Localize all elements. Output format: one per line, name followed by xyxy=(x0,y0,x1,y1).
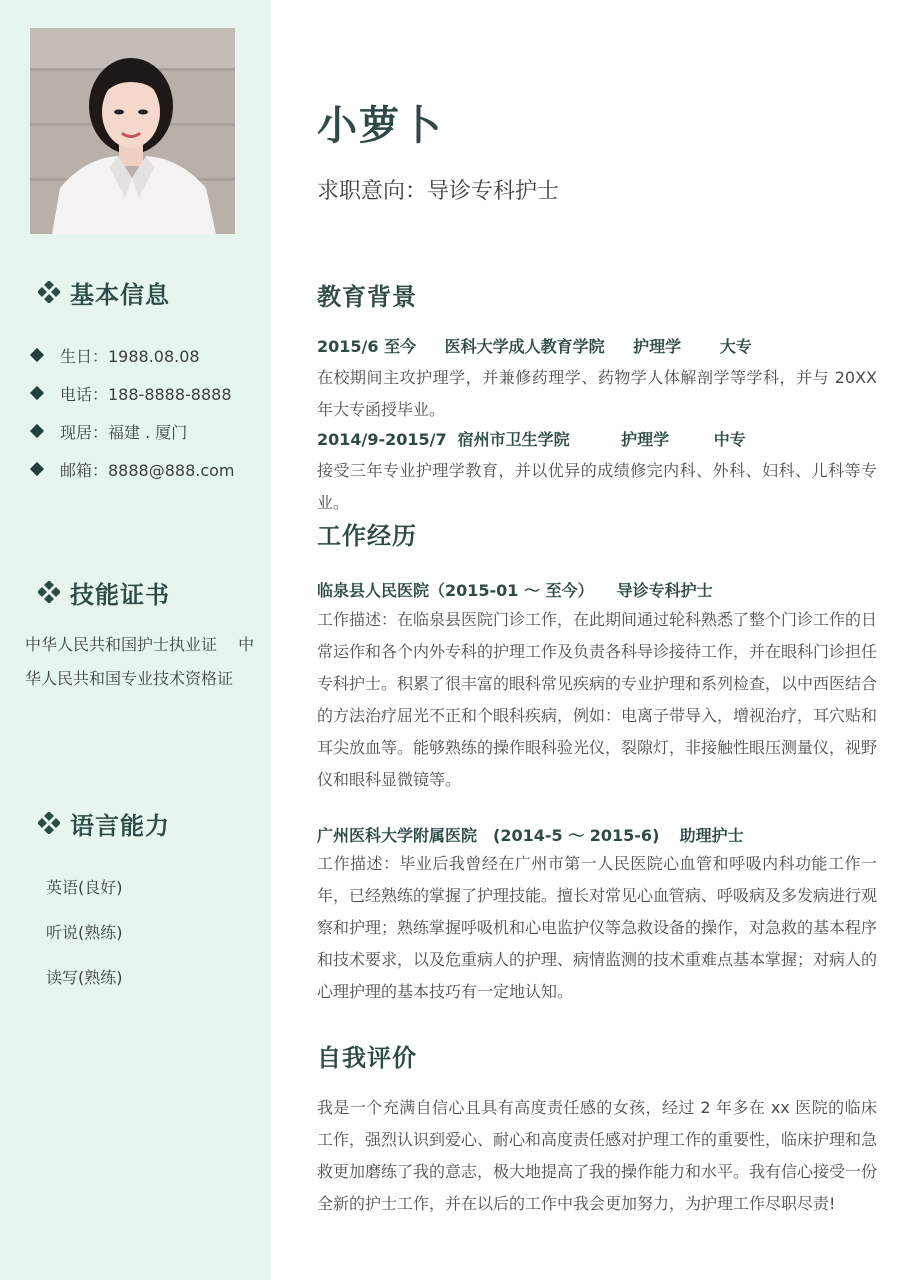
languages-list xyxy=(46,864,123,999)
basic-info-heading xyxy=(38,272,170,312)
diamond-cluster-icon xyxy=(38,281,60,303)
diamond-cluster-icon xyxy=(38,581,60,603)
education-description: 在校期间主攻护理学，并兼修药理学、药物学人体解剖学等学科，并与 20XX 年大专函授毕业。 xyxy=(317,368,877,419)
work-entry-header xyxy=(317,823,744,846)
work-org: 临泉县人民医院（2015-01 ～ 至今） xyxy=(317,581,594,600)
info-text: 电话：188-8888-8888 xyxy=(60,384,232,404)
info-text: 生日：1988.08.08 xyxy=(60,346,200,366)
edu-period: 2014/9-2015/7 xyxy=(317,430,447,449)
diamond-cluster-icon xyxy=(38,812,60,834)
info-item-birthday xyxy=(30,336,260,374)
edu-degree: 中专 xyxy=(713,430,746,449)
languages-title: 语言能力 xyxy=(70,811,170,840)
info-item-phone xyxy=(30,374,260,412)
info-item-residence xyxy=(30,412,260,450)
education-entry-header xyxy=(317,334,752,357)
diamond-bullet-icon xyxy=(30,462,44,476)
work-org: 广州医科大学附属医院 (2014-5 ～ 2015-6) xyxy=(317,826,660,845)
certificates-text: 中华人民共和国护士执业证 中华人民共和国专业技术资格证 xyxy=(25,635,255,688)
language-item: 听说(熟练) xyxy=(46,923,123,942)
job-objective: 求职意向：导诊专科护士 xyxy=(317,179,560,204)
language-item: 读写(熟练) xyxy=(46,968,123,987)
edu-school: 宿州市卫生学院 xyxy=(457,430,570,449)
basic-info-list xyxy=(30,336,260,488)
edu-major: 护理学 xyxy=(633,337,682,356)
candidate-name: 小萝卜 xyxy=(317,103,443,149)
education-description: 接受三年专业护理学教育，并以优异的成绩修完内科、外科、妇科、儿科等专业。 xyxy=(317,461,877,512)
self-evaluation-text: 我是一个充满自信心且具有高度责任感的女孩，经过 2 年多在 xx 医院的临床工作，强烈认识到爱心、耐心和高度责任感对护理工作的重要性，临床护理和急救更加磨练了我的意志，极大地提高了我的操作能力和水平。我有信心接受一份全新的护士工作，并在以后的工作中我会更加努力，为护理工作尽职尽责! xyxy=(317,1098,878,1213)
languages-heading xyxy=(38,803,170,843)
basic-info-title: 基本信息 xyxy=(70,280,170,309)
skills-title: 技能证书 xyxy=(70,580,170,609)
edu-school: 医科大学成人教育学院 xyxy=(444,337,605,356)
self-evaluation-heading: 自我评价 xyxy=(317,1044,417,1072)
skills-heading xyxy=(38,572,170,612)
education-entry-header xyxy=(317,427,746,450)
work-position: 助理护士 xyxy=(679,826,744,845)
edu-period: 2015/6 至今 xyxy=(317,337,417,356)
edu-degree: 大专 xyxy=(719,337,752,356)
work-description: 工作描述：毕业后我曾经在广州市第一人民医院心血管和呼吸内科功能工作一年，已经熟练的掌握了护理技能。擅长对常见心血管病、呼吸病及多发病进行观察和护理；熟练掌握呼吸机和心电监护仪等急救设备的操作，对急救的基本程序和技术要求，以及危重病人的护理、病情监测的技术重难点基本掌握；对病人的心理护理的基本技巧有一定地认知。 xyxy=(317,854,878,1001)
info-text: 现居：福建 . 厦门 xyxy=(60,422,188,442)
work-position: 导诊专科护士 xyxy=(616,581,713,600)
diamond-bullet-icon xyxy=(30,424,44,438)
language-item: 英语(良好) xyxy=(46,878,123,897)
edu-major: 护理学 xyxy=(621,430,670,449)
education-heading: 教育背景 xyxy=(317,283,417,311)
work-heading: 工作经历 xyxy=(317,522,417,550)
info-item-email xyxy=(30,450,260,488)
work-description: 工作描述：在临泉县医院门诊工作，在此期间通过轮科熟悉了整个门诊工作的日常运作和各个内外专科的护理工作及负责各科导诊接待工作，并在眼科门诊担任专科护士。积累了很丰富的眼科常见疾病的专业护理和系列检查，以中西医结合的方法治疗屈光不正和个眼科疾病，例如：电离子带导入，增视治疗，耳穴贴和耳尖放血等。能够熟练的操作眼科验光仪，裂隙灯，非接触性眼压测量仪，视野仪和眼科显微镜等。 xyxy=(317,610,878,789)
info-text: 邮箱：8888@888.com xyxy=(60,460,235,480)
diamond-bullet-icon xyxy=(30,386,44,400)
diamond-bullet-icon xyxy=(30,348,44,362)
work-entry-header xyxy=(317,578,713,601)
sidebar xyxy=(0,0,271,1280)
profile-photo xyxy=(30,28,235,234)
